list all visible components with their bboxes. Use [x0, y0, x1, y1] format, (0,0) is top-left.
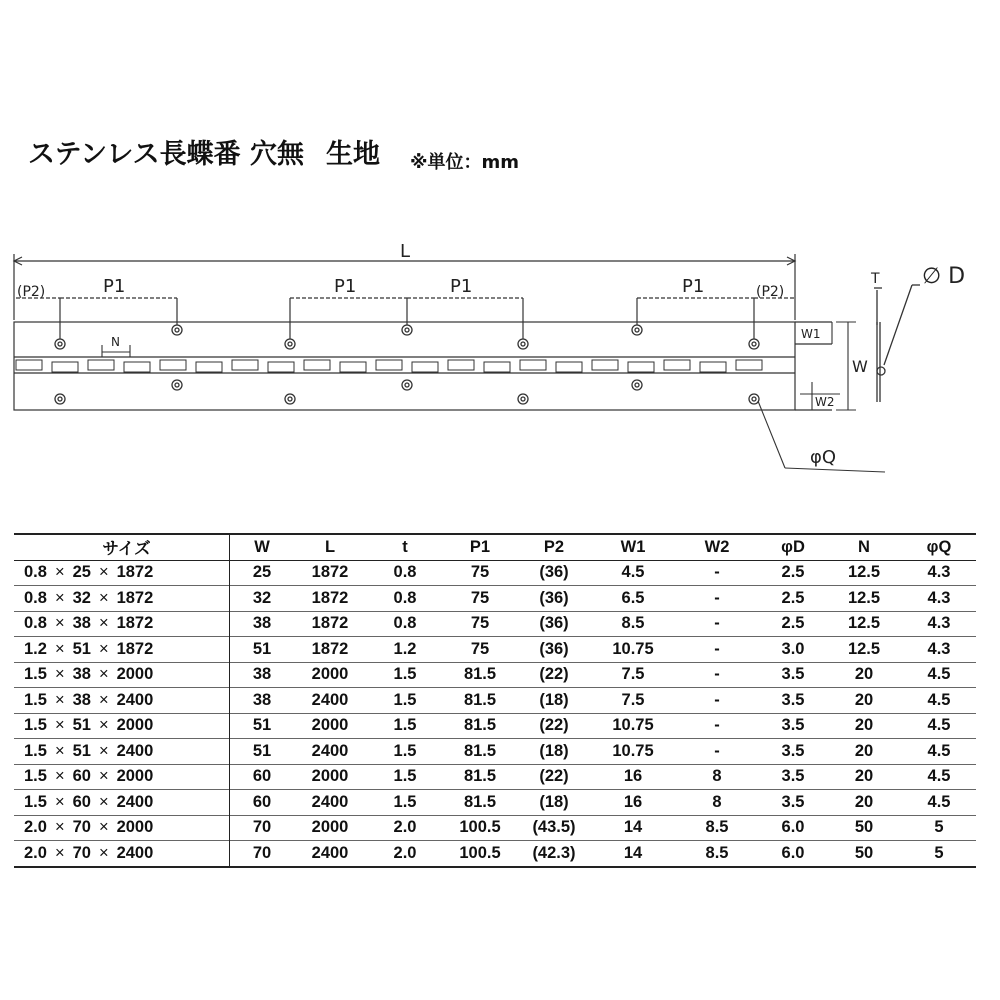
- header-W2: W2: [704, 537, 730, 556]
- times-sign: ×: [54, 818, 65, 837]
- cell-W1: 10.75: [612, 639, 654, 658]
- size-part: 51: [72, 639, 91, 658]
- size-part: 70: [72, 843, 91, 862]
- cell-Q: 4.5: [927, 665, 951, 684]
- cell-size: [14, 713, 230, 739]
- knuckle-segment: [160, 360, 186, 370]
- cell-W: 51: [252, 639, 272, 658]
- cell-N: 20: [854, 792, 874, 811]
- label-P1-2: P1: [334, 276, 357, 297]
- size-part: 1.2: [24, 639, 47, 658]
- table-row: [14, 764, 976, 790]
- cell-N: 12.5: [847, 588, 881, 607]
- size-part: 70: [72, 818, 91, 837]
- cell-D: 3.5: [781, 792, 805, 811]
- cell-W1: 7.5: [621, 665, 645, 684]
- size-part: 38: [72, 690, 91, 709]
- table-row: [14, 841, 976, 867]
- label-N: N: [111, 335, 120, 349]
- size-part: 2000: [116, 767, 154, 786]
- cell-size: [14, 560, 230, 586]
- cell-W: 38: [252, 690, 272, 709]
- size-part: 1.5: [24, 690, 47, 709]
- cell-t: 1.5: [393, 665, 417, 684]
- cell-W2: -: [714, 665, 720, 684]
- size-part: 1.5: [24, 716, 47, 735]
- cell-W: 60: [252, 767, 272, 786]
- cell-Q: 4.3: [927, 563, 951, 582]
- knuckle-segment: [88, 360, 114, 370]
- cell-P2: (18): [539, 741, 569, 760]
- size-part: 1.5: [24, 665, 47, 684]
- cell-size: [14, 815, 230, 841]
- cell-W2: -: [714, 741, 720, 760]
- table-row: [14, 688, 976, 714]
- cell-P2: (36): [539, 588, 569, 607]
- cell-D: 3.5: [781, 767, 805, 786]
- cell-W: 51: [252, 741, 272, 760]
- header-L: L: [324, 537, 336, 556]
- times-sign: ×: [54, 639, 65, 658]
- cell-t: 0.8: [393, 588, 417, 607]
- header-D: φD: [781, 537, 805, 556]
- knuckle-segment: [340, 362, 366, 372]
- header-P1: P1: [469, 537, 491, 556]
- table-row: [14, 560, 976, 586]
- title-sub: 生地: [326, 139, 381, 170]
- size-part: 51: [72, 716, 91, 735]
- table-row: [14, 739, 976, 765]
- cell-D: 2.5: [781, 588, 805, 607]
- knuckle-segment: [196, 362, 222, 372]
- cell-D: 3.0: [781, 639, 805, 658]
- times-sign: ×: [54, 843, 65, 862]
- cell-D: 3.5: [781, 690, 805, 709]
- times-sign: ×: [98, 792, 109, 811]
- label-T: T: [871, 271, 880, 287]
- hinge-drawing: [0, 215, 1000, 485]
- cell-P2: (22): [539, 665, 569, 684]
- times-sign: ×: [98, 843, 109, 862]
- table-row: [14, 713, 976, 739]
- cell-size: [14, 739, 230, 765]
- cell-P2: (22): [539, 767, 569, 786]
- times-sign: ×: [54, 767, 65, 786]
- cell-W: 38: [252, 614, 272, 633]
- cell-D: 6.0: [781, 843, 805, 862]
- cell-W1: 8.5: [621, 614, 645, 633]
- cell-W1: 4.5: [621, 563, 645, 582]
- cell-L: 2400: [311, 741, 349, 760]
- cell-t: 1.5: [393, 690, 417, 709]
- times-sign: ×: [54, 614, 65, 633]
- knuckle-segment: [628, 362, 654, 372]
- size-part: 1872: [116, 639, 154, 658]
- times-sign: ×: [98, 767, 109, 786]
- cell-Q: 5: [934, 818, 944, 837]
- cell-t: 2.0: [393, 843, 417, 862]
- label-L: L: [400, 241, 411, 262]
- size-part: 25: [72, 563, 91, 582]
- label-P1-1: P1: [103, 276, 126, 297]
- table-row: [14, 586, 976, 612]
- title-main: ステンレス長蝶番 穴無: [28, 139, 305, 170]
- cell-Q: 4.3: [927, 614, 951, 633]
- cell-t: 1.2: [393, 639, 417, 658]
- cell-Q: 4.5: [927, 792, 951, 811]
- cell-P2: (43.5): [532, 818, 576, 837]
- cell-t: 0.8: [393, 563, 417, 582]
- knuckle-segment: [484, 362, 510, 372]
- size-part: 1.5: [24, 741, 47, 760]
- cell-N: 20: [854, 741, 874, 760]
- cell-size: [14, 790, 230, 816]
- cell-P1: 75: [470, 588, 490, 607]
- times-sign: ×: [98, 665, 109, 684]
- cell-W1: 16: [623, 792, 643, 811]
- cell-W2: 8.5: [705, 843, 729, 862]
- size-part: 0.8: [24, 588, 47, 607]
- label-P2-left: (P2): [17, 284, 46, 300]
- size-part: 1.5: [24, 767, 47, 786]
- cell-D: 2.5: [781, 614, 805, 633]
- cell-W: 32: [252, 588, 272, 607]
- times-sign: ×: [98, 563, 109, 582]
- cell-P1: 81.5: [463, 690, 497, 709]
- size-part: 1872: [116, 563, 154, 582]
- times-sign: ×: [98, 639, 109, 658]
- cell-L: 2000: [311, 818, 349, 837]
- spec-table: [14, 533, 976, 868]
- cell-W1: 16: [623, 767, 643, 786]
- cell-D: 2.5: [781, 563, 805, 582]
- cell-D: 3.5: [781, 665, 805, 684]
- size-part: 2000: [116, 716, 154, 735]
- knuckle-segment: [304, 360, 330, 370]
- times-sign: ×: [98, 818, 109, 837]
- cell-t: 1.5: [393, 741, 417, 760]
- knuckle-segment: [124, 362, 150, 372]
- cell-N: 50: [854, 818, 874, 837]
- times-sign: ×: [54, 665, 65, 684]
- cell-D: 6.0: [781, 818, 805, 837]
- size-part: 2400: [116, 792, 154, 811]
- knuckle-segment: [448, 360, 474, 370]
- cell-size: [14, 611, 230, 637]
- knuckle-segment: [700, 362, 726, 372]
- knuckle-segment: [592, 360, 618, 370]
- cell-t: 2.0: [393, 818, 417, 837]
- cell-P1: 100.5: [459, 843, 501, 862]
- label-P2-right: (P2): [756, 284, 785, 300]
- table-header-row: [14, 534, 976, 560]
- cell-t: 0.8: [393, 614, 417, 633]
- cell-P2: (22): [539, 716, 569, 735]
- cell-W1: 14: [623, 818, 643, 837]
- size-part: 2400: [116, 843, 154, 862]
- size-part: 51: [72, 741, 91, 760]
- cell-W1: 6.5: [621, 588, 645, 607]
- cell-L: 2000: [311, 716, 349, 735]
- cell-W1: 14: [623, 843, 643, 862]
- knuckle-segment: [16, 360, 42, 370]
- cell-t: 1.5: [393, 716, 417, 735]
- cell-L: 2000: [311, 767, 349, 786]
- size-part: 2000: [116, 665, 154, 684]
- cell-P2: (36): [539, 639, 569, 658]
- cell-P1: 75: [470, 639, 490, 658]
- cell-W2: 8: [712, 792, 722, 811]
- times-sign: ×: [54, 741, 65, 760]
- size-part: 2400: [116, 741, 154, 760]
- cell-Q: 4.5: [927, 690, 951, 709]
- cell-N: 20: [854, 665, 874, 684]
- cell-size: [14, 637, 230, 663]
- cell-W2: 8.5: [705, 818, 729, 837]
- cell-P2: (18): [539, 690, 569, 709]
- size-part: 32: [72, 588, 91, 607]
- table-row: [14, 611, 976, 637]
- cell-L: 2400: [311, 792, 349, 811]
- table-row: [14, 637, 976, 663]
- size-part: 60: [72, 792, 91, 811]
- cell-W2: -: [714, 716, 720, 735]
- cell-W: 60: [252, 792, 272, 811]
- cell-P2: (36): [539, 614, 569, 633]
- cell-W2: 8: [712, 767, 722, 786]
- table-row: [14, 790, 976, 816]
- cell-N: 20: [854, 767, 874, 786]
- size-part: 1872: [116, 588, 154, 607]
- times-sign: ×: [98, 741, 109, 760]
- cell-P1: 75: [470, 563, 490, 582]
- table-body: [14, 560, 976, 867]
- cell-size: [14, 841, 230, 867]
- cell-P2: (18): [539, 792, 569, 811]
- cell-W2: -: [714, 614, 720, 633]
- cell-P1: 75: [470, 614, 490, 633]
- cell-W2: -: [714, 563, 720, 582]
- knuckle-segment: [412, 362, 438, 372]
- cell-W: 51: [252, 716, 272, 735]
- table-row: [14, 662, 976, 688]
- cell-L: 2400: [311, 690, 349, 709]
- label-P1-3: P1: [450, 276, 473, 297]
- cell-L: 2000: [311, 665, 349, 684]
- label-D: ∅ D: [922, 264, 966, 289]
- size-part: 38: [72, 665, 91, 684]
- size-part: 2.0: [24, 818, 47, 837]
- cell-L: 1872: [311, 588, 349, 607]
- cell-Q: 4.3: [927, 588, 951, 607]
- cell-N: 20: [854, 716, 874, 735]
- label-W2: W2: [815, 395, 835, 409]
- cell-Q: 4.5: [927, 716, 951, 735]
- size-part: 38: [72, 614, 91, 633]
- knuckle-segment: [232, 360, 258, 370]
- cell-N: 20: [854, 690, 874, 709]
- knuckle-segment: [520, 360, 546, 370]
- size-part: 1872: [116, 614, 154, 633]
- times-sign: ×: [54, 690, 65, 709]
- times-sign: ×: [98, 716, 109, 735]
- cell-W: 70: [252, 843, 272, 862]
- cell-size: [14, 586, 230, 612]
- header-W1: W1: [620, 537, 646, 556]
- cell-N: 12.5: [847, 639, 881, 658]
- cell-W2: -: [714, 690, 720, 709]
- header-P2: P2: [543, 537, 565, 556]
- cell-t: 1.5: [393, 792, 417, 811]
- cell-size: [14, 688, 230, 714]
- cell-P2: (36): [539, 563, 569, 582]
- cell-P1: 81.5: [463, 716, 497, 735]
- cell-N: 50: [854, 843, 874, 862]
- header-N: N: [858, 537, 870, 556]
- header-size: サイズ: [14, 534, 230, 560]
- cell-L: 2400: [311, 843, 349, 862]
- size-part: 0.8: [24, 614, 47, 633]
- size-part: 1.5: [24, 792, 47, 811]
- page-title: [28, 132, 380, 171]
- knuckle-segment: [268, 362, 294, 372]
- cell-Q: 4.5: [927, 767, 951, 786]
- cell-W1: 10.75: [612, 716, 654, 735]
- size-part: 2400: [116, 690, 154, 709]
- times-sign: ×: [54, 563, 65, 582]
- size-part: 2000: [116, 818, 154, 837]
- size-part: 0.8: [24, 563, 47, 582]
- times-sign: ×: [54, 716, 65, 735]
- knuckle-segment: [736, 360, 762, 370]
- cell-Q: 4.3: [927, 639, 951, 658]
- label-W1: W1: [801, 327, 821, 341]
- table-row: [14, 815, 976, 841]
- cell-L: 1872: [311, 563, 349, 582]
- cell-N: 12.5: [847, 614, 881, 633]
- cell-D: 3.5: [781, 716, 805, 735]
- cell-P1: 100.5: [459, 818, 501, 837]
- label-W: W: [852, 357, 868, 376]
- cell-W1: 10.75: [612, 741, 654, 760]
- cell-D: 3.5: [781, 741, 805, 760]
- unit-note: ※単位：mm: [410, 152, 520, 173]
- times-sign: ×: [98, 614, 109, 633]
- times-sign: ×: [54, 588, 65, 607]
- label-Q: φQ: [810, 447, 837, 468]
- cell-W2: -: [714, 639, 720, 658]
- cell-W1: 7.5: [621, 690, 645, 709]
- knuckle-segment: [52, 362, 78, 372]
- header-W: W: [254, 537, 270, 556]
- times-sign: ×: [98, 588, 109, 607]
- cell-N: 12.5: [847, 563, 881, 582]
- times-sign: ×: [54, 792, 65, 811]
- header-t: t: [402, 537, 408, 556]
- cell-W: 25: [252, 563, 272, 582]
- cell-P1: 81.5: [463, 767, 497, 786]
- label-P1-4: P1: [682, 276, 705, 297]
- cell-W: 38: [252, 665, 272, 684]
- cell-P1: 81.5: [463, 741, 497, 760]
- cell-W: 70: [252, 818, 272, 837]
- cell-W2: -: [714, 588, 720, 607]
- knuckle-segment: [664, 360, 690, 370]
- cell-P1: 81.5: [463, 792, 497, 811]
- cell-P2: (42.3): [532, 843, 576, 862]
- cell-Q: 4.5: [927, 741, 951, 760]
- cell-L: 1872: [311, 614, 349, 633]
- knuckle-segment: [376, 360, 402, 370]
- cell-P1: 81.5: [463, 665, 497, 684]
- size-part: 60: [72, 767, 91, 786]
- cell-Q: 5: [934, 843, 944, 862]
- header-Q: φQ: [926, 537, 952, 556]
- times-sign: ×: [98, 690, 109, 709]
- size-part: 2.0: [24, 843, 47, 862]
- cell-size: [14, 662, 230, 688]
- cell-t: 1.5: [393, 767, 417, 786]
- knuckle-segment: [556, 362, 582, 372]
- cell-size: [14, 764, 230, 790]
- cell-L: 1872: [311, 639, 349, 658]
